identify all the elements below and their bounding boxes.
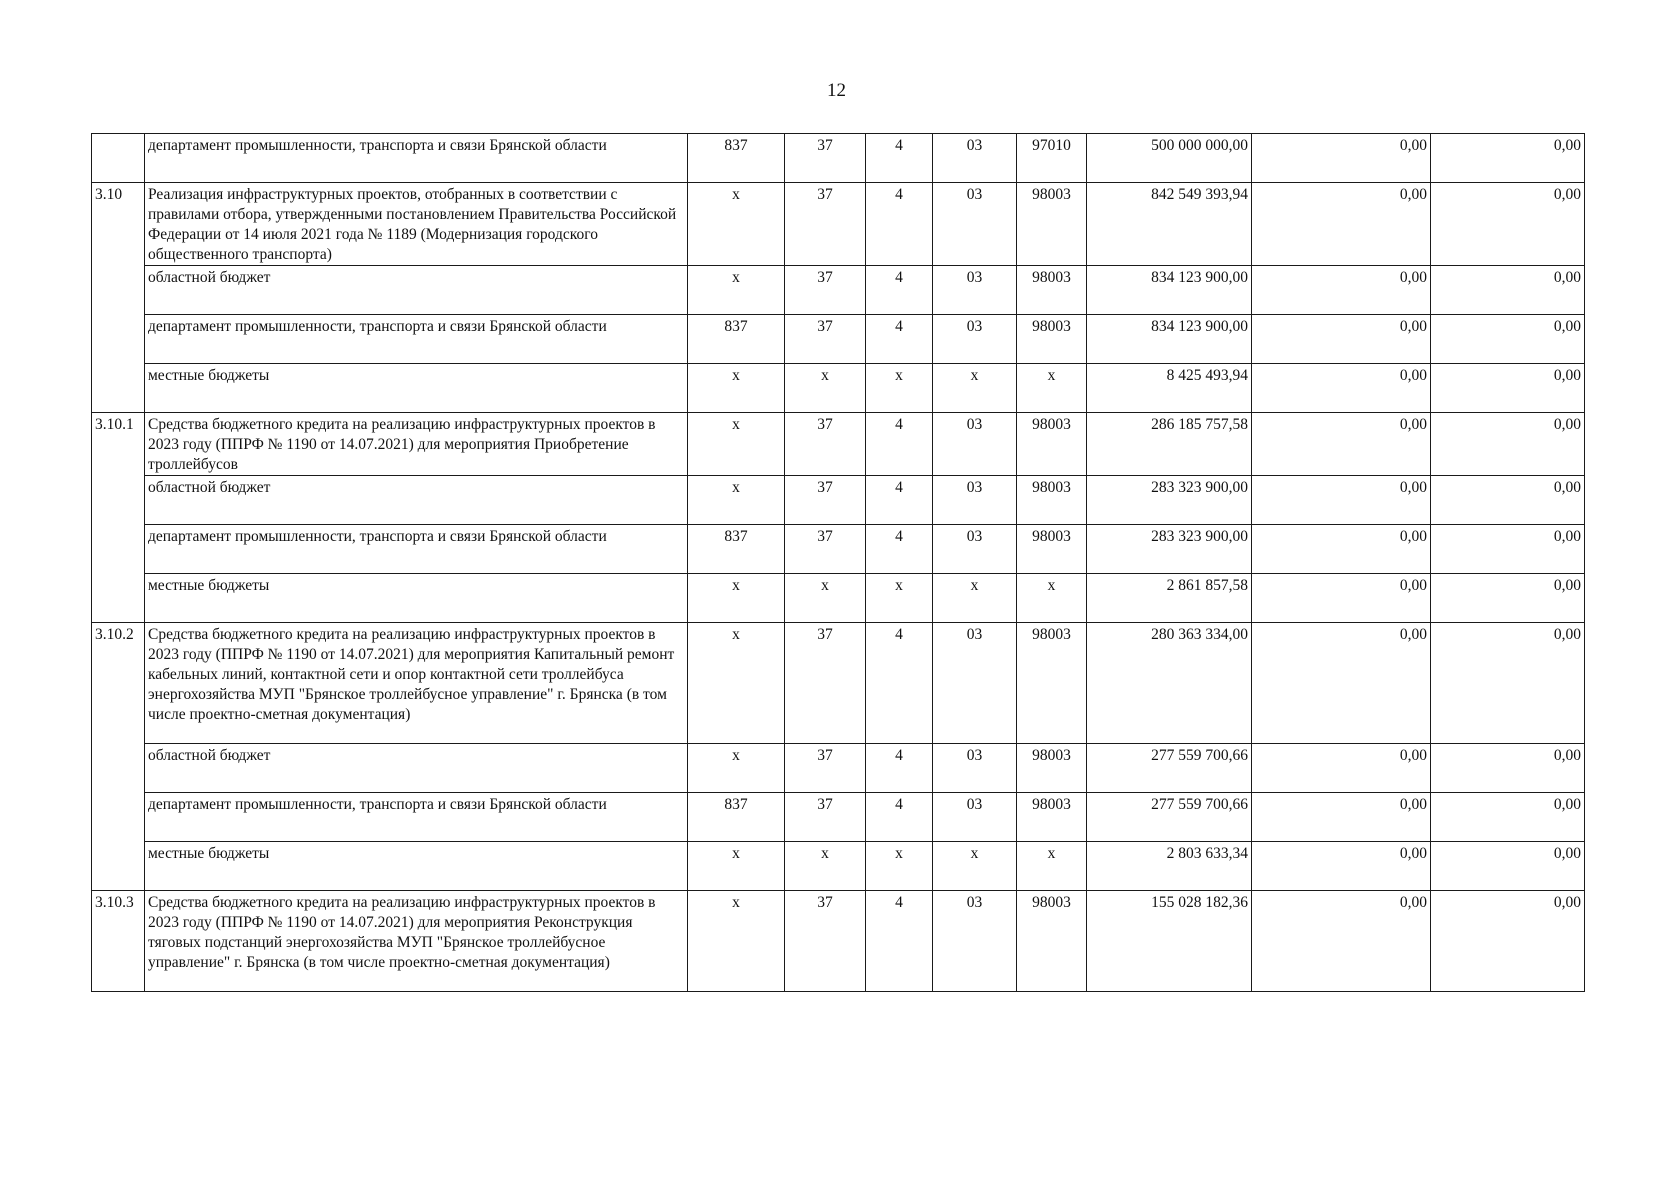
amount-year-3: 0,00 <box>1431 183 1585 266</box>
row-name: Средства бюджетного кредита на реализацию инфраструктурных проектов в 2023 году (ППРФ № 1190 от 14.07.2021) для мероприятия Капитальный ремонт кабельных линий, контактной сети и опор контактной сети троллейбуса энергохозяйства МУП "Брянское троллейбусное управление" г. Брянска (в том числе проектно-сметная документация) <box>145 623 688 744</box>
amount-year-3: 0,00 <box>1431 623 1585 744</box>
code-program: 37 <box>785 315 866 364</box>
amount-year-2: 0,00 <box>1252 134 1431 183</box>
table-row <box>92 413 1585 476</box>
amount-year-1: 8 425 493,94 <box>1087 364 1252 413</box>
amount-year-1: 834 123 900,00 <box>1087 315 1252 364</box>
code-direction: 98003 <box>1017 476 1087 525</box>
code-main-event: 03 <box>933 793 1017 842</box>
code-main-event: x <box>933 574 1017 623</box>
code-program: 37 <box>785 266 866 315</box>
table-row <box>92 842 1585 891</box>
code-direction: 98003 <box>1017 183 1087 266</box>
code-subprogram-type: 4 <box>866 623 933 744</box>
amount-year-1: 2 803 633,34 <box>1087 842 1252 891</box>
code-direction: 98003 <box>1017 793 1087 842</box>
table-row <box>92 623 1585 744</box>
code-program: x <box>785 574 866 623</box>
row-name: областной бюджет <box>145 476 688 525</box>
amount-year-3: 0,00 <box>1431 315 1585 364</box>
code-program: 37 <box>785 183 866 266</box>
amount-year-2: 0,00 <box>1252 525 1431 574</box>
code-direction: x <box>1017 842 1087 891</box>
table-row <box>92 891 1585 992</box>
row-name: департамент промышленности, транспорта и связи Брянской области <box>145 525 688 574</box>
row-number: 3.10.2 <box>92 623 145 891</box>
code-subprogram-type: 4 <box>866 793 933 842</box>
amount-year-3: 0,00 <box>1431 266 1585 315</box>
code-direction: 97010 <box>1017 134 1087 183</box>
code-main-event: 03 <box>933 476 1017 525</box>
code-main-event: 03 <box>933 134 1017 183</box>
code-subprogram-type: 4 <box>866 183 933 266</box>
code-main-event: 03 <box>933 183 1017 266</box>
row-name: Средства бюджетного кредита на реализацию инфраструктурных проектов в 2023 году (ППРФ № 1190 от 14.07.2021) для мероприятия Реконструкция тяговых подстанций энергохозяйства МУП "Брянское троллейбусное управление" г. Брянска (в том числе проектно-сметная документация) <box>145 891 688 992</box>
amount-year-2: 0,00 <box>1252 574 1431 623</box>
amount-year-2: 0,00 <box>1252 891 1431 992</box>
amount-year-1: 280 363 334,00 <box>1087 623 1252 744</box>
table-row <box>92 574 1585 623</box>
code-subprogram-type: 4 <box>866 266 933 315</box>
row-name: департамент промышленности, транспорта и связи Брянской области <box>145 793 688 842</box>
amount-year-1: 155 028 182,36 <box>1087 891 1252 992</box>
row-number <box>92 134 145 183</box>
code-direction: x <box>1017 364 1087 413</box>
code-main-event: 03 <box>933 525 1017 574</box>
code-grbs: 837 <box>688 525 785 574</box>
code-grbs: 837 <box>688 134 785 183</box>
amount-year-2: 0,00 <box>1252 623 1431 744</box>
row-name: департамент промышленности, транспорта и связи Брянской области <box>145 134 688 183</box>
budget-table <box>91 133 1585 992</box>
code-subprogram-type: x <box>866 574 933 623</box>
code-subprogram-type: 4 <box>866 413 933 476</box>
code-subprogram-type: 4 <box>866 476 933 525</box>
row-name: областной бюджет <box>145 266 688 315</box>
amount-year-2: 0,00 <box>1252 744 1431 793</box>
code-main-event: x <box>933 364 1017 413</box>
row-name: местные бюджеты <box>145 842 688 891</box>
code-grbs: x <box>688 744 785 793</box>
code-main-event: 03 <box>933 315 1017 364</box>
code-program: 37 <box>785 413 866 476</box>
table-row <box>92 183 1585 266</box>
amount-year-3: 0,00 <box>1431 574 1585 623</box>
amount-year-3: 0,00 <box>1431 134 1585 183</box>
amount-year-3: 0,00 <box>1431 891 1585 992</box>
amount-year-1: 277 559 700,66 <box>1087 793 1252 842</box>
code-direction: 98003 <box>1017 891 1087 992</box>
code-program: 37 <box>785 623 866 744</box>
code-program: 37 <box>785 525 866 574</box>
amount-year-3: 0,00 <box>1431 364 1585 413</box>
code-program: x <box>785 364 866 413</box>
code-grbs: x <box>688 364 785 413</box>
code-program: 37 <box>785 476 866 525</box>
row-number: 3.10.1 <box>92 413 145 623</box>
table-row <box>92 476 1585 525</box>
row-name: департамент промышленности, транспорта и связи Брянской области <box>145 315 688 364</box>
code-grbs: x <box>688 623 785 744</box>
code-grbs: x <box>688 891 785 992</box>
code-grbs: x <box>688 842 785 891</box>
amount-year-3: 0,00 <box>1431 793 1585 842</box>
row-number: 3.10 <box>92 183 145 413</box>
code-main-event: 03 <box>933 266 1017 315</box>
table-row <box>92 134 1585 183</box>
code-grbs: x <box>688 574 785 623</box>
code-grbs: 837 <box>688 315 785 364</box>
table-row <box>92 315 1585 364</box>
amount-year-1: 283 323 900,00 <box>1087 476 1252 525</box>
code-direction: 98003 <box>1017 623 1087 744</box>
row-name: местные бюджеты <box>145 364 688 413</box>
table-row <box>92 793 1585 842</box>
amount-year-1: 286 185 757,58 <box>1087 413 1252 476</box>
amount-year-3: 0,00 <box>1431 476 1585 525</box>
amount-year-2: 0,00 <box>1252 183 1431 266</box>
code-subprogram-type: 4 <box>866 891 933 992</box>
code-program: 37 <box>785 134 866 183</box>
code-subprogram-type: x <box>866 364 933 413</box>
code-direction: 98003 <box>1017 266 1087 315</box>
amount-year-3: 0,00 <box>1431 744 1585 793</box>
code-main-event: 03 <box>933 623 1017 744</box>
row-name: местные бюджеты <box>145 574 688 623</box>
row-number: 3.10.3 <box>92 891 145 992</box>
amount-year-1: 500 000 000,00 <box>1087 134 1252 183</box>
amount-year-2: 0,00 <box>1252 315 1431 364</box>
code-main-event: 03 <box>933 413 1017 476</box>
code-direction: 98003 <box>1017 315 1087 364</box>
code-program: 37 <box>785 793 866 842</box>
amount-year-1: 283 323 900,00 <box>1087 525 1252 574</box>
code-direction: x <box>1017 574 1087 623</box>
code-main-event: x <box>933 842 1017 891</box>
code-grbs: x <box>688 413 785 476</box>
amount-year-2: 0,00 <box>1252 364 1431 413</box>
code-subprogram-type: 4 <box>866 525 933 574</box>
amount-year-3: 0,00 <box>1431 842 1585 891</box>
amount-year-2: 0,00 <box>1252 413 1431 476</box>
code-subprogram-type: x <box>866 842 933 891</box>
code-main-event: 03 <box>933 891 1017 992</box>
code-direction: 98003 <box>1017 413 1087 476</box>
code-program: x <box>785 842 866 891</box>
row-name: Реализация инфраструктурных проектов, отобранных в соответствии с правилами отбора, утвержденными постановлением Правительства Российской Федерации от 14 июля 2021 года № 1189 (Модернизация городского общественного транспорта) <box>145 183 688 266</box>
table-row <box>92 525 1585 574</box>
table-row <box>92 266 1585 315</box>
row-name: областной бюджет <box>145 744 688 793</box>
code-grbs: x <box>688 476 785 525</box>
amount-year-1: 277 559 700,66 <box>1087 744 1252 793</box>
amount-year-2: 0,00 <box>1252 842 1431 891</box>
code-direction: 98003 <box>1017 525 1087 574</box>
table-row <box>92 744 1585 793</box>
table-row <box>92 364 1585 413</box>
amount-year-1: 834 123 900,00 <box>1087 266 1252 315</box>
code-grbs: x <box>688 266 785 315</box>
amount-year-2: 0,00 <box>1252 793 1431 842</box>
code-program: 37 <box>785 891 866 992</box>
amount-year-2: 0,00 <box>1252 476 1431 525</box>
amount-year-2: 0,00 <box>1252 266 1431 315</box>
code-grbs: x <box>688 183 785 266</box>
page-number: 12 <box>827 80 846 101</box>
code-subprogram-type: 4 <box>866 134 933 183</box>
code-program: 37 <box>785 744 866 793</box>
code-grbs: 837 <box>688 793 785 842</box>
row-name: Средства бюджетного кредита на реализацию инфраструктурных проектов в 2023 году (ППРФ № 1190 от 14.07.2021) для мероприятия Приобретение троллейбусов <box>145 413 688 476</box>
code-main-event: 03 <box>933 744 1017 793</box>
code-subprogram-type: 4 <box>866 744 933 793</box>
code-direction: 98003 <box>1017 744 1087 793</box>
amount-year-1: 2 861 857,58 <box>1087 574 1252 623</box>
amount-year-3: 0,00 <box>1431 413 1585 476</box>
amount-year-1: 842 549 393,94 <box>1087 183 1252 266</box>
code-subprogram-type: 4 <box>866 315 933 364</box>
amount-year-3: 0,00 <box>1431 525 1585 574</box>
